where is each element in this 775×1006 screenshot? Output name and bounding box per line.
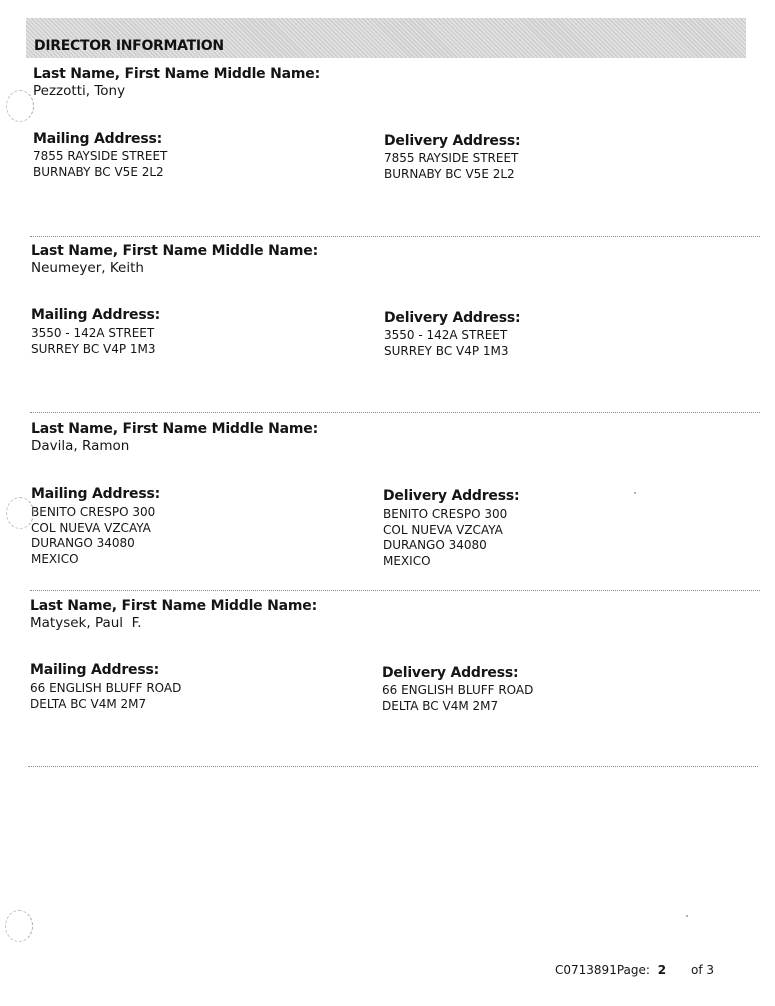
address-line: 66 ENGLISH BLUFF ROAD [30, 681, 182, 695]
delivery-address-label: Delivery Address: [384, 310, 521, 326]
address-line: BURNABY BC V5E 2L2 [33, 164, 164, 179]
mailing-address [31, 505, 155, 567]
mailing-address-label: Mailing Address: [30, 662, 159, 678]
director-divider [28, 766, 758, 767]
director-divider [30, 590, 760, 591]
address-line: COL NUEVA VZCAYA [31, 520, 151, 535]
address-line: DELTA BC V4M 2M7 [30, 696, 147, 711]
name-label: Last Name, First Name Middle Name: [30, 598, 317, 614]
name-label: Last Name, First Name Middle Name: [31, 243, 318, 259]
delivery-address [384, 328, 509, 359]
punch-hole [6, 90, 34, 122]
delivery-address-label: Delivery Address: [383, 488, 520, 504]
address-line: 66 ENGLISH BLUFF ROAD [382, 683, 534, 697]
address-line: 7855 RAYSIDE STREET [384, 151, 519, 165]
address-line: 7855 RAYSIDE STREET [33, 149, 168, 163]
director-name: Pezzotti, Tony [33, 83, 126, 99]
address-line: 3550 - 142A STREET [384, 328, 508, 342]
director-name: Matysek, Paul F. [30, 615, 142, 631]
director-name: Neumeyer, Keith [31, 260, 144, 276]
page-number: 2 [657, 963, 667, 977]
address-line: DELTA BC V4M 2M7 [382, 698, 499, 713]
scan-speck [634, 492, 636, 494]
director-divider [30, 236, 760, 237]
director-divider [30, 412, 760, 413]
mailing-address [31, 326, 156, 357]
punch-hole [5, 910, 33, 942]
address-line: BENITO CRESPO 300 [31, 505, 156, 519]
punch-hole [6, 497, 34, 529]
name-label: Last Name, First Name Middle Name: [31, 421, 318, 437]
scan-speck [686, 915, 688, 917]
mailing-address-label: Mailing Address: [31, 486, 160, 502]
address-line: BURNABY BC V5E 2L2 [384, 166, 515, 181]
document-id: C0713891 [555, 963, 617, 977]
section-title: DIRECTOR INFORMATION [34, 38, 224, 54]
delivery-address [384, 151, 518, 182]
address-line: MEXICO [31, 551, 79, 566]
mailing-address-label: Mailing Address: [31, 307, 160, 323]
delivery-address-label: Delivery Address: [382, 665, 519, 681]
address-line: DURANGO 34080 [383, 538, 487, 552]
delivery-address [383, 507, 507, 569]
address-line: SURREY BC V4P 1M3 [31, 341, 156, 356]
address-line: DURANGO 34080 [31, 536, 135, 550]
page-footer [555, 963, 666, 977]
delivery-address [382, 683, 533, 714]
delivery-address-label: Delivery Address: [384, 133, 521, 149]
director-name: Davila, Ramon [31, 438, 130, 454]
address-line: MEXICO [383, 553, 431, 568]
address-line: COL NUEVA VZCAYA [383, 522, 503, 537]
address-line: BENITO CRESPO 300 [383, 507, 508, 521]
mailing-address [30, 681, 181, 712]
address-line: 3550 - 142A STREET [31, 326, 155, 340]
page-label: Page: [616, 963, 650, 977]
mailing-address [33, 149, 167, 180]
address-line: SURREY BC V4P 1M3 [384, 343, 509, 358]
mailing-address-label: Mailing Address: [33, 131, 162, 147]
name-label: Last Name, First Name Middle Name: [33, 66, 320, 82]
page-total: of 3 [691, 963, 715, 977]
